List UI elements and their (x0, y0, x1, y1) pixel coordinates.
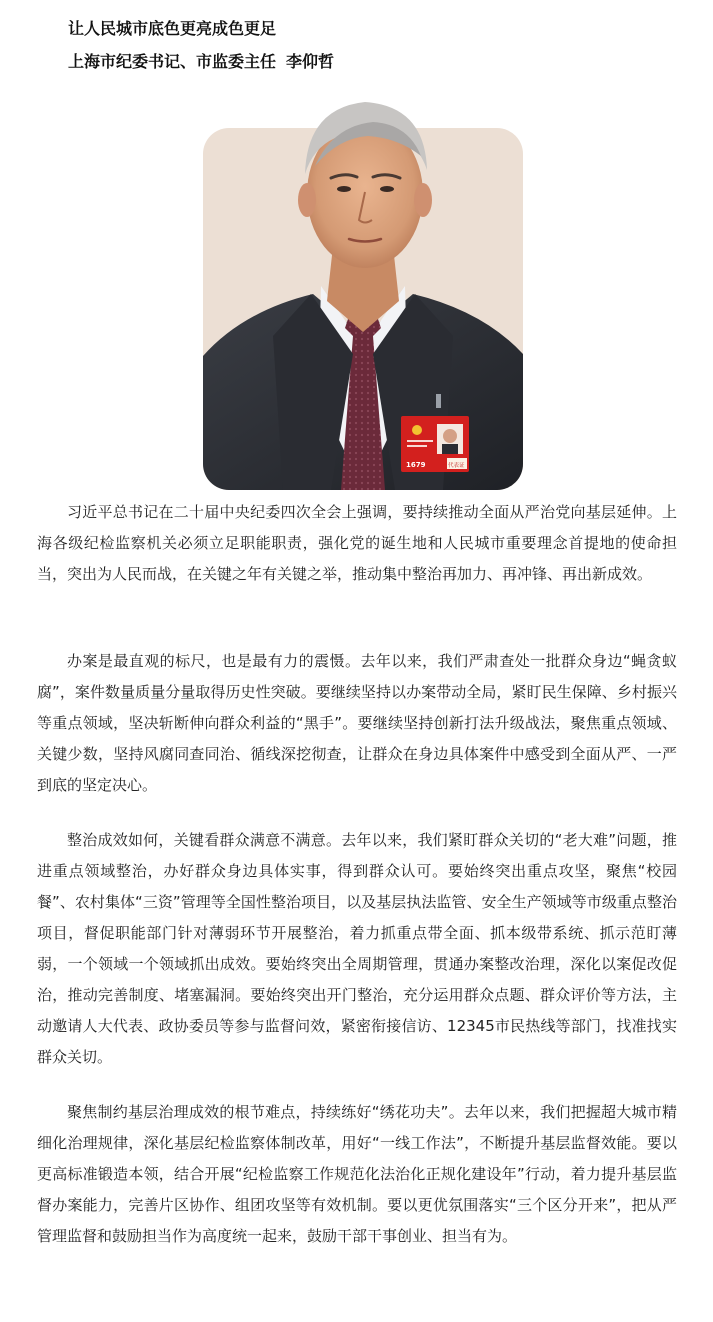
right-ear (414, 183, 432, 217)
byline-title: 上海市纪委书记、市监委主任 (68, 52, 277, 71)
delegate-badge (401, 416, 469, 472)
article-paragraph-2: 办案是最直观的标尺，也是最有力的震慑。去年以来，我们严肃查处一批群众身边“蝇贪蚁腐”，案件数量质量分量取得历史性突破。要继续坚持以办案带动全局，紧盯民生保障、乡村振兴等重点领域，坚决斩断伸向群众利益的“黑手”。要继续坚持创新打法升级战法，聚焦重点领域、关键少数，坚持风腐同查同治、循线深挖彻查，让群众在身边具体案件中感受到全面从严、一严到底的坚定决心。 (37, 652, 677, 794)
badge-label: 代表证 (448, 463, 465, 469)
article-paragraph-4: 聚焦制约基层治理成效的根节难点，持续练好“绣花功夫”。去年以来，我们把握超大城市精细化治理规律，深化基层纪检监察体制改革，用好“一线工作法”，不断提升基层监督效能。要以更高标准锻造本领，结合开展“纪检监察工作规范化法治化正规化建设年”行动，着力提升基层监督办案能力，完善片区协作、组团攻坚等有效机制。要以更优氛围落实“三个区分开来”，把从严管理监督和鼓励担当作为高度统一起来，鼓励干部干事创业、担当有为。 (37, 1103, 677, 1245)
eye-left (337, 186, 351, 192)
article-byline (68, 49, 334, 72)
article-headline: 让人民城市底色更亮成色更足 (68, 19, 277, 38)
article-paragraph-3: 整治成效如何，关键看群众满意不满意。去年以来，我们紧盯群众关切的“老大难”问题，推进重点领域整治，办好群众身边具体实事，得到群众认可。要始终突出重点攻坚，聚焦“校园餐”、农村集体“三资”管理等全国性整治项目，以及基层执法监管、安全生产领域等市级重点整治项目，督促职能部门针对薄弱环节开展整治，着力抓重点带全面、抓本级带系统、抓示范盯薄弱，一个领域一个领域抓出成效。要始终突出全周期管理，贯通办案整改治理，深化以案促改促治，推动完善制度、堵塞漏洞。要始终突出开门整治，充分运用群众点题、群众评价等方法，主动邀请人大代表、政协委员等参与监督问效，紧密衔接信访、12345市民热线等部门，找准找实群众关切。 (37, 831, 677, 1066)
byline-name: 李仰哲 (286, 52, 335, 71)
left-ear (298, 183, 316, 217)
portrait-photo (203, 96, 523, 490)
article-paragraph-1: 习近平总书记在二十届中央纪委四次全会上强调，要持续推动全面从严治党向基层延伸。上海各级纪检监察机关必须立足职能职责，强化党的诞生地和人民城市重要理念首提地的使命担当，突出为人民而战，在关键之年有关键之举，推动集中整治再加力、再冲锋、再出新成效。 (37, 503, 677, 583)
lapel-pin (436, 394, 441, 408)
badge-number: 1679 (406, 461, 426, 469)
eye-right (380, 186, 394, 192)
